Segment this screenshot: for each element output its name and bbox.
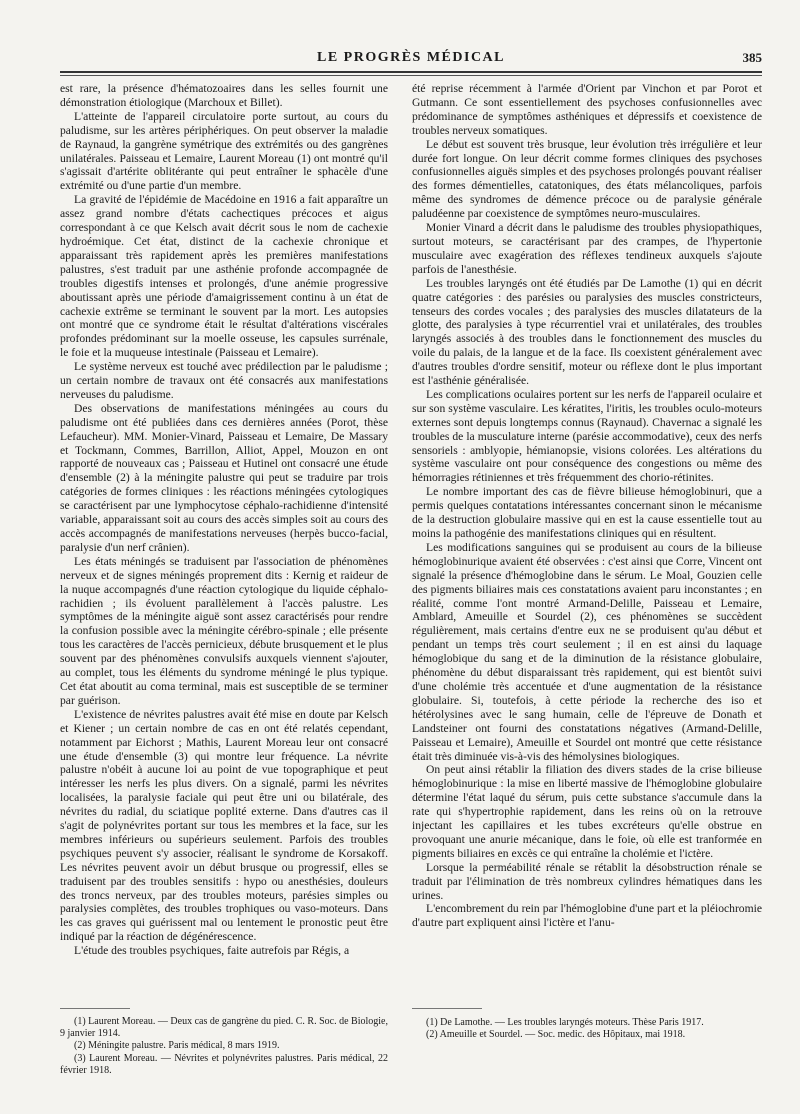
footnotes-right — [412, 1017, 762, 1041]
paragraph: Le système nerveux est touché avec prédilection par le paludisme ; un certain nombre de travaux ont été consacrés aux manifestations nerveuses du paludisme. — [60, 360, 388, 401]
header-rule — [60, 71, 762, 73]
paragraph: La gravité de l'épidémie de Macédoine en 1916 a fait apparaître un assez grand nombre d'états cachectiques précoces et aigus correspondant à ce que Kelsch avait décrit sous le nom de cachexie hydroémique. Cet état, distinct de la cachexie chronique et apparaissant très rapidement après les premières manifestations palustres, s'est traduit par une asthénie profonde accompagnée de troubles digestifs intenses et prolongés, d'une anémie progressive aboutissant après une période d'amaigrissement continu à un état de cachexie extrême se terminant le souvent par la mort. Les autopsies ont montré que ce syndrome était le résultat d'altérations viscérales profondes prédominant sur la moelle osseuse, les capsules surrénale, le foie et la muqueuse intestinale (Paisseau et Lemaire). — [60, 193, 388, 360]
paragraph: Les troubles laryngés ont été étudiés par De Lamothe (1) qui en décrit quatre catégories : des parésies ou paralysies des muscles constricteurs, tenseurs des cordes vocales ; des paralysies des muscles dilatateurs de la glotte, des paralysies à type récurrentiel vrai et unilatérales, des troubles laryngés associés à des troubles dans le fonctionnement des muscles du voile du palais, de la langue et de la face. Ils coexistent généralement avec d'autres troubles d'ordre sensitif, moteur ou réflexe dont le plus important est l'asthénie généralisée. — [412, 276, 762, 388]
paragraph: Les complications oculaires portent sur les nerfs de l'appareil oculaire et sur son système vasculaire. Les kératites, l'iritis, les troubles oculo-moteurs externes sont depuis longtemps connus (Raynaud). Chavernac a signalé les troubles de la musculature interne (parésie accommodative), ceux des nerfs sensoriels : amblyopie, hémianopsie, visions colorées. Les altérations du système vasculaire ont pour conséquence des congestions ou même des hémorragies rétiniennes et très fréquemment des chorio-rétinites. — [412, 387, 762, 485]
paragraph: Le début est souvent très brusque, leur évolution très irrégulière et leur durée fort longue. On leur décrit comme formes cliniques des psychoses confusionnelles aiguës simples et des psychoses prolongés pouvant réaliser des formes démentielles, catatoniques, des états mélancoliques, parfois même des syndromes de démence précoce ou de paralysie générale paludéenne par coexistence de symptômes neuro-musculaires. — [412, 137, 762, 221]
paragraph: été reprise récemment à l'armée d'Orient par Vinchon et par Porot et Gutmann. Ce sont essentiellement des psychoses confusionnelles avec prédominance de symptômes asthéniques et dépressifs et coexistence de troubles nerveux somatiques. — [412, 82, 762, 137]
paragraph: Lorsque la perméabilité rénale se rétablit la désobstruction rénale se traduit par l'élimination de très nombreux cylindres hématiques dans les urines. — [412, 860, 762, 902]
paragraph: Les modifications sanguines qui se produisent au cours de la bilieuse hémoglobinurique avaient été observées : c'est ainsi que Corre, Vincent ont signalé la présence d'hémoglobine dans le sérum. Le Moal, Gouzien celle des pigments biliaires mais ces constatations avaient paru inconstantes ; en réalité, comme l'ont montré Armand-Delille, Paisseau et Lemaire, Amblard, Ameuille et Sourdel (2), ces phénomènes se succèdent régulièrement, mais certains d'entre eux ne se produisent qu'au début et pendant un temps très court seulement ; il en est ainsi du laquage hémoglobique du sang et de la diminution de la résistance globulaire, phénomène du début disparaissant très rapidement, qui est bientôt suivi d'une cholémie très accentuée et d'une augmentation de la résistance globulaire. Si, toutefois, à cette période la recherche des iso et hétérolysines avec le sang humain, celle de l'épreuve de Donath et Landsteiner ont fourni des constatations négatives (Armand-Delille, Paisseau et Lemaire), Ameuille et Sourdel ont montré que cette résistance était très diminuée vis-à-vis des hémolysines biologiques. — [412, 540, 762, 763]
right-column — [412, 82, 762, 930]
footnotes-left — [60, 1016, 388, 1077]
paragraph: Les états méningés se traduisent par l'association de phénomènes nerveux et de signes méningés proprement dits : Kernig et raideur de la nuque accompagnés d'une réaction cytologique du liquide céphalo-rachidien ; ils évoluent parallèlement à l'accès palustre. Les symptômes de la méningite aiguë sont assez caractérisés pour rendre la confusion possible avec la méningite cérébro-spinale ; elle présente tous les caractères de l'accès pernicieux, débute brusquement et le plus souvent par des phénomènes convulsifs auxquels viennent s'ajouter, au complet, tous les éléments du syndrome méningé le plus typique. Cet état aboutit au coma terminal, mais est susceptible de se terminer par guérison. — [60, 554, 388, 707]
journal-title: LE PROGRÈS MÉDICAL — [316, 50, 506, 65]
paragraph: L'étude des troubles psychiques, faite autrefois par Régis, a — [74, 944, 350, 958]
paragraph: Monier Vinard a décrit dans le paludisme des troubles physiopathiques, surtout moteurs, se caractérisant par des crampes, de l'hypertonie musculaire avec exagération des réflexes tendineux auxquels s'ajoute parfois de l'anesthésie. — [412, 221, 762, 276]
footnote-rule — [412, 1008, 482, 1009]
paragraph: Des observations de manifestations méningées au cours du paludisme ont été publiées dans ces dernières années (Porot, thèse Lefaucheur). MM. Monier-Vinard, Paisseau et Lemaire, De Massary et Tockmann, Commes, Barrillon, Alliot, Appel, Mouzon en ont rapporté de nouveaux cas ; Paisseau et Hutinel ont consacré une étude d'ensemble (2) à la méningite palustre qui peut se traduire par trois catégories de formes cliniques : les réactions méningées cytologiques se caractérisent par une lymphocytose céphalo-rachidienne d'intensité variable, apparaissant soit au cours des accès simples soit au cours des accès accompagnés de manifestations nerveuses (herpès bucco-facial, paralysie d'un nerf crânien). — [60, 401, 388, 554]
footnote: (3) Laurent Moreau. — Névrites et polynévrites palustres. Paris médical, 22 février 1918. — [60, 1052, 388, 1076]
footnote: (1) Laurent Moreau. — Deux cas de gangrène du pied. C. R. Soc. de Biologie, 9 janvier 1914. — [60, 1016, 388, 1040]
paragraph: L'encombrement du rein par l'hémoglobine d'une part et la pléiochromie d'autre part expliquent ainsi l'ictère et l'anu- — [412, 902, 762, 930]
header-rule-thin — [60, 75, 762, 76]
paragraph: On peut ainsi rétablir la filiation des divers stades de la crise bilieuse hémoglobinurique : la mise en liberté massive de l'hémoglobine globulaire détermine l'état laqué du sérum, puis cette substance s'accumule dans la rate qui s'hypertrophie rapidement, dans les reins où on la retrouve injectant les capillaires et les tubes excréteurs qu'elle obstrue en provoquant une anurie mécanique, dans le foie, où elle est tranformée en pigments biliaires en excès ce qui entraîne la cholémie et l'ictère. — [412, 763, 762, 860]
paragraph: L'atteinte de l'appareil circulatoire porte surtout, au cours du paludisme, sur les artères périphériques. On peut observer la maladie de Raynaud, la gangrène symétrique des extrémités ou des gangrènes unilatérales. Paisseau et Lemaire, Laurent Moreau (1) ont montré qu'il s'agissait d'artérite oblitérante qui peut entraîner le sphacèle d'une extrémité ou d'une partie d'un membre. — [60, 109, 388, 193]
paragraph: est rare, la présence d'hématozoaires dans les selles fournit une démonstration étiologique (Marchoux et Billet). — [60, 82, 388, 109]
page-header — [60, 50, 762, 70]
footnote: (2) Méningite palustre. Paris médical, 8 mars 1919. — [74, 1040, 280, 1052]
page-number: 385 — [742, 50, 762, 65]
paragraph: L'existence de névrites palustres avait été mise en doute par Kelsch et Kiener ; un certain nombre de cas en ont été relatés cependant, notamment par Eichorst ; Mathis, Laurent Moreau leur ont consacré une étude d'ensemble (3) qui montre leur fréquence. La névrite palustre n'obéit à aucune loi au point de vue topographique et peut intéresser les nerfs les plus divers. On a signalé, parmi les névrites localisées, la paralysie faciale qui peut être uni ou bilatérale, des névrites du radial, du sciatique poplité externe. Dans d'autres cas il s'agit de polynévrites portant sur tous les membres et la face, sur les membres inférieurs ou supérieurs seulement. Parfois des troubles psychiques peuvent s'y associer, réalisant le syndrome de Korsakoff. Les névrites peuvent avoir un début brusque ou progressif, elles se traduisent par des troubles sensitifs : hypo ou anesthésies, douleurs des troncs nerveux, par des troubles moteurs, parésies simples ou paralysies complètes, des troubles trophiques ou vaso-moteurs. Dans les cas graves qui guérissent mal ou lentement le pronostic peut être indiqué par la réaction de dégénérescence. — [60, 707, 388, 944]
footnote-rule — [60, 1008, 130, 1009]
footnote: (2) Ameuille et Sourdel. — Soc. medic. des Hôpitaux, mai 1918. — [426, 1029, 686, 1041]
footnote: (1) De Lamothe. — Les troubles laryngés moteurs. Thèse Paris 1917. — [426, 1017, 704, 1028]
paragraph: Le nombre important des cas de fièvre bilieuse hémoglobinuri, que a permis quelques contatations intéressantes concernant sinon le mécanisme de la destruction globulaire massive qui en est la cause essentielle tout au moins la pathogénie des manifestations cliniques qui en résultent. — [412, 485, 762, 540]
left-column — [60, 82, 388, 958]
